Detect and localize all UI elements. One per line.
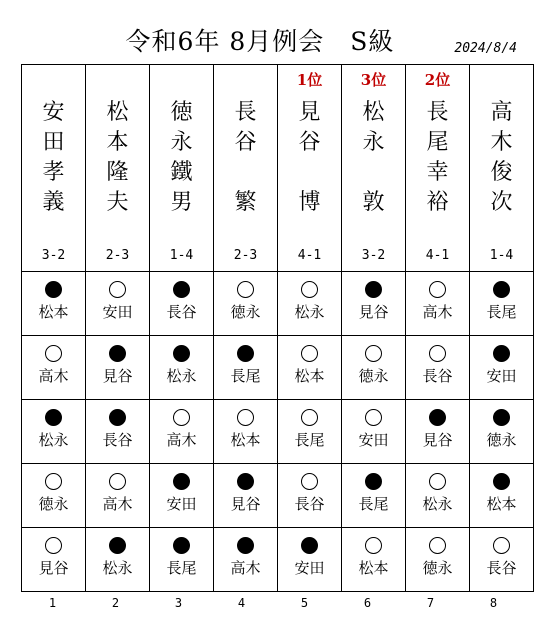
black-stone-icon [493, 409, 510, 426]
white-stone-icon [45, 345, 62, 362]
white-stone-icon [365, 345, 382, 362]
game-cell [278, 272, 342, 336]
game-cell [150, 528, 214, 592]
player-header [150, 65, 214, 272]
black-stone-icon [493, 473, 510, 490]
game-cell [342, 272, 406, 336]
opponent-name: 徳永 [358, 367, 389, 385]
game-cell [22, 528, 86, 592]
black-stone-icon [109, 409, 126, 426]
game-cell [86, 336, 150, 400]
game-cell [278, 400, 342, 464]
opponent-name: 徳永 [422, 559, 453, 577]
game-cell [406, 464, 470, 528]
white-stone-icon [301, 281, 318, 298]
black-stone-icon [237, 473, 254, 490]
black-stone-icon [173, 345, 190, 362]
round-row [22, 336, 534, 400]
game-cell [22, 400, 86, 464]
event-date: 2024/8/4 [454, 41, 517, 56]
opponent-name: 長尾 [230, 367, 261, 385]
opponent-name: 長谷 [422, 367, 453, 385]
white-stone-icon [493, 537, 510, 554]
opponent-name: 高木 [166, 431, 197, 449]
column-number: 4 [237, 596, 246, 610]
opponent-name: 安田 [102, 303, 133, 321]
game-cell [278, 336, 342, 400]
player-header [22, 65, 86, 272]
black-stone-icon [45, 281, 62, 298]
black-stone-icon [109, 345, 126, 362]
opponent-name: 松永 [294, 303, 325, 321]
opponent-name: 松本 [358, 559, 389, 577]
player-name-char [278, 158, 341, 188]
player-score: 3-2 [361, 248, 386, 263]
game-cell [406, 528, 470, 592]
black-stone-icon [301, 537, 318, 554]
player-header [214, 65, 278, 272]
column-number: 7 [426, 596, 435, 610]
player-name-char: 隆 [106, 160, 129, 185]
player-rank: 1位 [296, 71, 323, 89]
black-stone-icon [109, 537, 126, 554]
opponent-name: 長尾 [166, 559, 197, 577]
column-number: 1 [48, 596, 57, 610]
player-name-char: 尾 [426, 130, 449, 155]
white-stone-icon [301, 409, 318, 426]
player-name-char: 長 [234, 100, 257, 125]
player-rank: 2位 [424, 71, 451, 89]
player-name-char: 博 [298, 190, 321, 215]
page-title: 令和6年 8月例会 S級 [125, 27, 395, 56]
player-name-char: 松 [362, 100, 385, 125]
opponent-name: 徳永 [230, 303, 261, 321]
player-name-char: 繁 [234, 190, 257, 215]
opponent-name: 見谷 [422, 431, 453, 449]
white-stone-icon [429, 345, 446, 362]
opponent-name: 安田 [358, 431, 389, 449]
opponent-name: 見谷 [102, 367, 133, 385]
game-cell [342, 464, 406, 528]
opponent-name: 見谷 [230, 495, 261, 513]
black-stone-icon [237, 345, 254, 362]
opponent-name: 長尾 [294, 431, 325, 449]
player-name [86, 98, 149, 218]
player-name-char: 裕 [426, 190, 449, 215]
player-name-char: 夫 [106, 190, 129, 215]
opponent-name: 松本 [230, 431, 261, 449]
game-cell [342, 400, 406, 464]
game-cell [150, 272, 214, 336]
opponent-name: 高木 [102, 495, 133, 513]
game-cell [278, 528, 342, 592]
opponent-name: 松本 [38, 303, 69, 321]
column-number-row [21, 596, 525, 610]
black-stone-icon [173, 473, 190, 490]
black-stone-icon [493, 345, 510, 362]
player-name-char: 田 [42, 130, 65, 155]
column-number: 8 [489, 596, 498, 610]
opponent-name: 徳永 [486, 431, 517, 449]
white-stone-icon [237, 409, 254, 426]
white-stone-icon [109, 281, 126, 298]
white-stone-icon [173, 409, 190, 426]
player-name [150, 98, 213, 218]
player-name [342, 98, 405, 218]
white-stone-icon [301, 345, 318, 362]
player-score: 4-1 [425, 248, 450, 263]
player-name-char: 谷 [234, 130, 257, 155]
player-name-char: 松 [106, 100, 129, 125]
column-number: 6 [363, 596, 372, 610]
opponent-name: 見谷 [38, 559, 69, 577]
game-cell [470, 464, 534, 528]
player-name [470, 98, 533, 218]
player-name [406, 98, 469, 218]
player-name-char: 敦 [362, 190, 385, 215]
game-cell [214, 464, 278, 528]
player-score: 1-4 [169, 248, 194, 263]
player-name-char: 高 [490, 100, 513, 125]
game-cell [470, 336, 534, 400]
player-name-char: 義 [42, 190, 65, 215]
white-stone-icon [365, 537, 382, 554]
player-name-char: 孝 [42, 160, 65, 185]
opponent-name: 松永 [102, 559, 133, 577]
game-cell [22, 464, 86, 528]
opponent-name: 松永 [166, 367, 197, 385]
game-cell [342, 528, 406, 592]
opponent-name: 徳永 [38, 495, 69, 513]
opponent-name: 松本 [294, 367, 325, 385]
opponent-name: 高木 [38, 367, 69, 385]
round-row [22, 464, 534, 528]
opponent-name: 松永 [38, 431, 69, 449]
black-stone-icon [493, 281, 510, 298]
player-name-char: 安 [42, 100, 65, 125]
opponent-name: 安田 [166, 495, 197, 513]
column-number: 3 [174, 596, 183, 610]
game-cell [214, 272, 278, 336]
game-cell [86, 272, 150, 336]
player-name-char: 幸 [426, 160, 449, 185]
game-cell [406, 336, 470, 400]
white-stone-icon [237, 281, 254, 298]
player-name-char: 長 [426, 100, 449, 125]
white-stone-icon [109, 473, 126, 490]
opponent-name: 安田 [486, 367, 517, 385]
game-cell [470, 400, 534, 464]
white-stone-icon [429, 473, 446, 490]
game-cell [278, 464, 342, 528]
black-stone-icon [173, 281, 190, 298]
player-name-char: 木 [490, 130, 513, 155]
player-name-char: 本 [106, 130, 129, 155]
opponent-name: 長谷 [166, 303, 197, 321]
game-cell [22, 272, 86, 336]
game-cell [150, 464, 214, 528]
white-stone-icon [365, 409, 382, 426]
opponent-name: 松本 [486, 495, 517, 513]
game-cell [86, 464, 150, 528]
black-stone-icon [429, 409, 446, 426]
game-cell [342, 336, 406, 400]
player-header-row [22, 65, 534, 272]
opponent-name: 松永 [422, 495, 453, 513]
opponent-name: 長谷 [294, 495, 325, 513]
game-cell [150, 400, 214, 464]
game-cell [470, 528, 534, 592]
player-header [86, 65, 150, 272]
player-name [22, 98, 85, 218]
black-stone-icon [365, 473, 382, 490]
black-stone-icon [45, 409, 62, 426]
player-score: 2-3 [105, 248, 130, 263]
white-stone-icon [45, 537, 62, 554]
game-cell [86, 528, 150, 592]
player-header [470, 65, 534, 272]
game-cell [406, 400, 470, 464]
player-name-char: 永 [170, 130, 193, 155]
player-header [406, 65, 470, 272]
opponent-name: 長谷 [486, 559, 517, 577]
game-cell [214, 528, 278, 592]
round-row [22, 528, 534, 592]
opponent-name: 高木 [230, 559, 261, 577]
game-cell [150, 336, 214, 400]
player-name [214, 98, 277, 218]
round-row [22, 400, 534, 464]
black-stone-icon [237, 537, 254, 554]
game-cell [406, 272, 470, 336]
player-header [278, 65, 342, 272]
game-cell [214, 400, 278, 464]
player-name-char: 男 [170, 190, 193, 215]
opponent-name: 長尾 [486, 303, 517, 321]
player-name-char [342, 158, 405, 188]
player-score: 3-2 [41, 248, 66, 263]
game-cell [86, 400, 150, 464]
column-number: 5 [300, 596, 309, 610]
game-cell [22, 336, 86, 400]
opponent-name: 見谷 [358, 303, 389, 321]
player-rank: 3位 [360, 71, 387, 89]
white-stone-icon [429, 537, 446, 554]
player-score: 1-4 [489, 248, 514, 263]
player-name-char: 次 [490, 190, 513, 215]
round-row [22, 272, 534, 336]
results-table [21, 64, 534, 592]
player-score: 2-3 [233, 248, 258, 263]
black-stone-icon [173, 537, 190, 554]
black-stone-icon [365, 281, 382, 298]
opponent-name: 高木 [422, 303, 453, 321]
player-name-char: 俊 [490, 160, 513, 185]
column-number: 2 [111, 596, 120, 610]
player-name-char: 徳 [170, 100, 193, 125]
white-stone-icon [45, 473, 62, 490]
player-header [342, 65, 406, 272]
game-cell [470, 272, 534, 336]
player-name-char: 谷 [298, 130, 321, 155]
white-stone-icon [301, 473, 318, 490]
player-name-char [214, 158, 277, 188]
player-name-char: 見 [298, 100, 321, 125]
player-name [278, 98, 341, 218]
white-stone-icon [429, 281, 446, 298]
opponent-name: 長尾 [358, 495, 389, 513]
opponent-name: 長谷 [102, 431, 133, 449]
game-cell [214, 336, 278, 400]
player-name-char: 鐵 [170, 160, 193, 185]
player-name-char: 永 [362, 130, 385, 155]
player-score: 4-1 [297, 248, 322, 263]
opponent-name: 安田 [294, 559, 325, 577]
